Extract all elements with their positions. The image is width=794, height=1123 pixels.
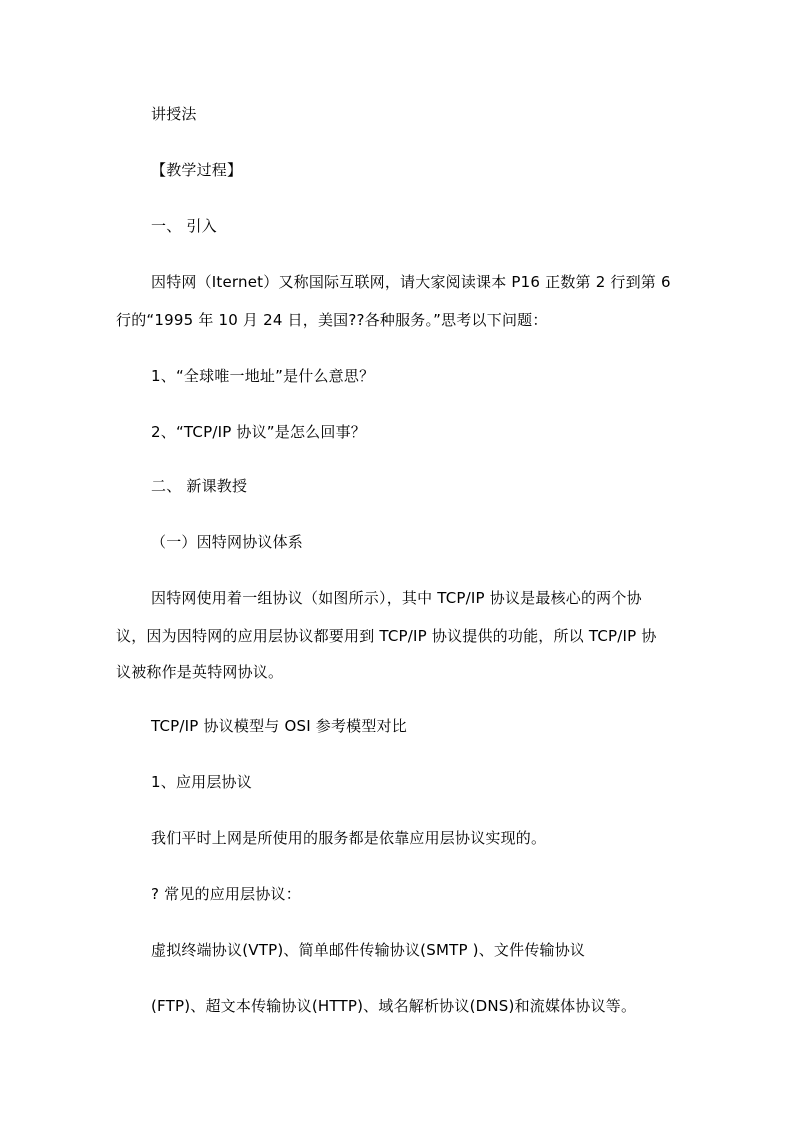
subsection-heading-protocol-system: （一）因特网协议体系 [151,533,304,551]
heading-application-layer: 1、应用层协议 [151,773,252,791]
protocol-list-line-2: (FTP)、超文本传输协议(HTTP)、域名解析协议(DNS)和流媒体协议等。 [151,997,637,1015]
protocol-list-line-1: 虚拟终端协议(VTP)、简单邮件传输协议(SMTP )、文件传输协议 [151,941,586,959]
section-heading-new-lesson: 二、 新课教授 [151,477,248,495]
paragraph-protocol-line-3: 议被称作是英特网协议。 [116,663,284,681]
teaching-method-text: 讲授法 [151,105,197,123]
model-comparison-text: TCP/IP 协议模型与 OSI 参考模型对比 [151,717,407,735]
section-heading-introduction: 一、 引入 [151,217,217,235]
common-protocols-label: ? 常见的应用层协议： [151,885,301,903]
paragraph-intro-line-2: 行的“1995 年 10 月 24 日，美国??各种服务。”思考以下问题： [116,311,548,329]
question-item-2: 2、“TCP/IP 协议”是怎么回事？ [151,423,366,441]
paragraph-application-layer: 我们平时上网是所使用的服务都是依靠应用层协议实现的。 [151,829,547,847]
paragraph-protocol-line-1: 因特网使用着一组协议（如图所示），其中 TCP/IP 协议是最核心的两个协 [151,589,642,607]
paragraph-intro-line-1: 因特网（Iternet）又称国际互联网，请大家阅读课本 P16 正数第 2 行到第 6 [151,273,671,291]
section-heading-teaching-process: 【教学过程】 [151,161,243,179]
question-item-1: 1、“全球唯一地址”是什么意思？ [151,367,375,385]
paragraph-protocol-line-2: 议，因为因特网的应用层协议都要用到 TCP/IP 协议提供的功能，所以 TCP/IP 协 [116,627,657,645]
